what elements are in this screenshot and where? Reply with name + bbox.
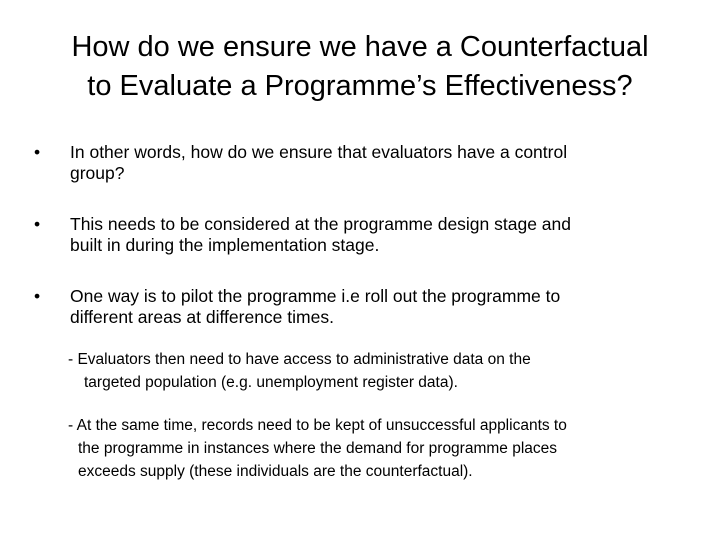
bullet-line: This needs to be considered at the programme design stage and bbox=[70, 214, 572, 234]
title-line-2: to Evaluate a Programme’s Effectiveness? bbox=[87, 70, 633, 102]
bullet-icon: • bbox=[34, 214, 41, 234]
bullet-text bbox=[70, 286, 674, 328]
title-line-1: How do we ensure we have a Counterfactual bbox=[71, 31, 649, 63]
sub-point-line: - Evaluators then need to have access to administrative data on the bbox=[68, 351, 531, 368]
bullet-icon: • bbox=[34, 142, 41, 162]
slide-title bbox=[20, 28, 700, 106]
bullet-line: In other words, how do we ensure that evaluators have a control bbox=[70, 142, 568, 162]
bullet-line: One way is to pilot the programme i.e roll out the programme to bbox=[70, 286, 561, 306]
bullet-line: different areas at difference times. bbox=[70, 307, 334, 327]
bullet-item bbox=[34, 214, 674, 256]
bullet-item bbox=[34, 286, 674, 328]
sub-point-line: exceeds supply (these individuals are the counterfactual). bbox=[78, 463, 473, 480]
sub-point-line: the programme in instances where the demand for programme places bbox=[78, 440, 558, 457]
sub-point bbox=[68, 414, 688, 483]
bullet-text bbox=[70, 214, 674, 256]
bullet-icon: • bbox=[34, 286, 41, 306]
sub-point-line: - At the same time, records need to be kept of unsuccessful applicants to bbox=[68, 417, 567, 434]
bullet-item bbox=[34, 142, 674, 184]
bullet-text bbox=[70, 142, 674, 184]
bullet-line: built in during the implementation stage. bbox=[70, 235, 380, 255]
bullet-line: group? bbox=[70, 163, 125, 183]
sub-point bbox=[68, 348, 688, 394]
sub-point-line: targeted population (e.g. unemployment register data). bbox=[84, 374, 458, 391]
